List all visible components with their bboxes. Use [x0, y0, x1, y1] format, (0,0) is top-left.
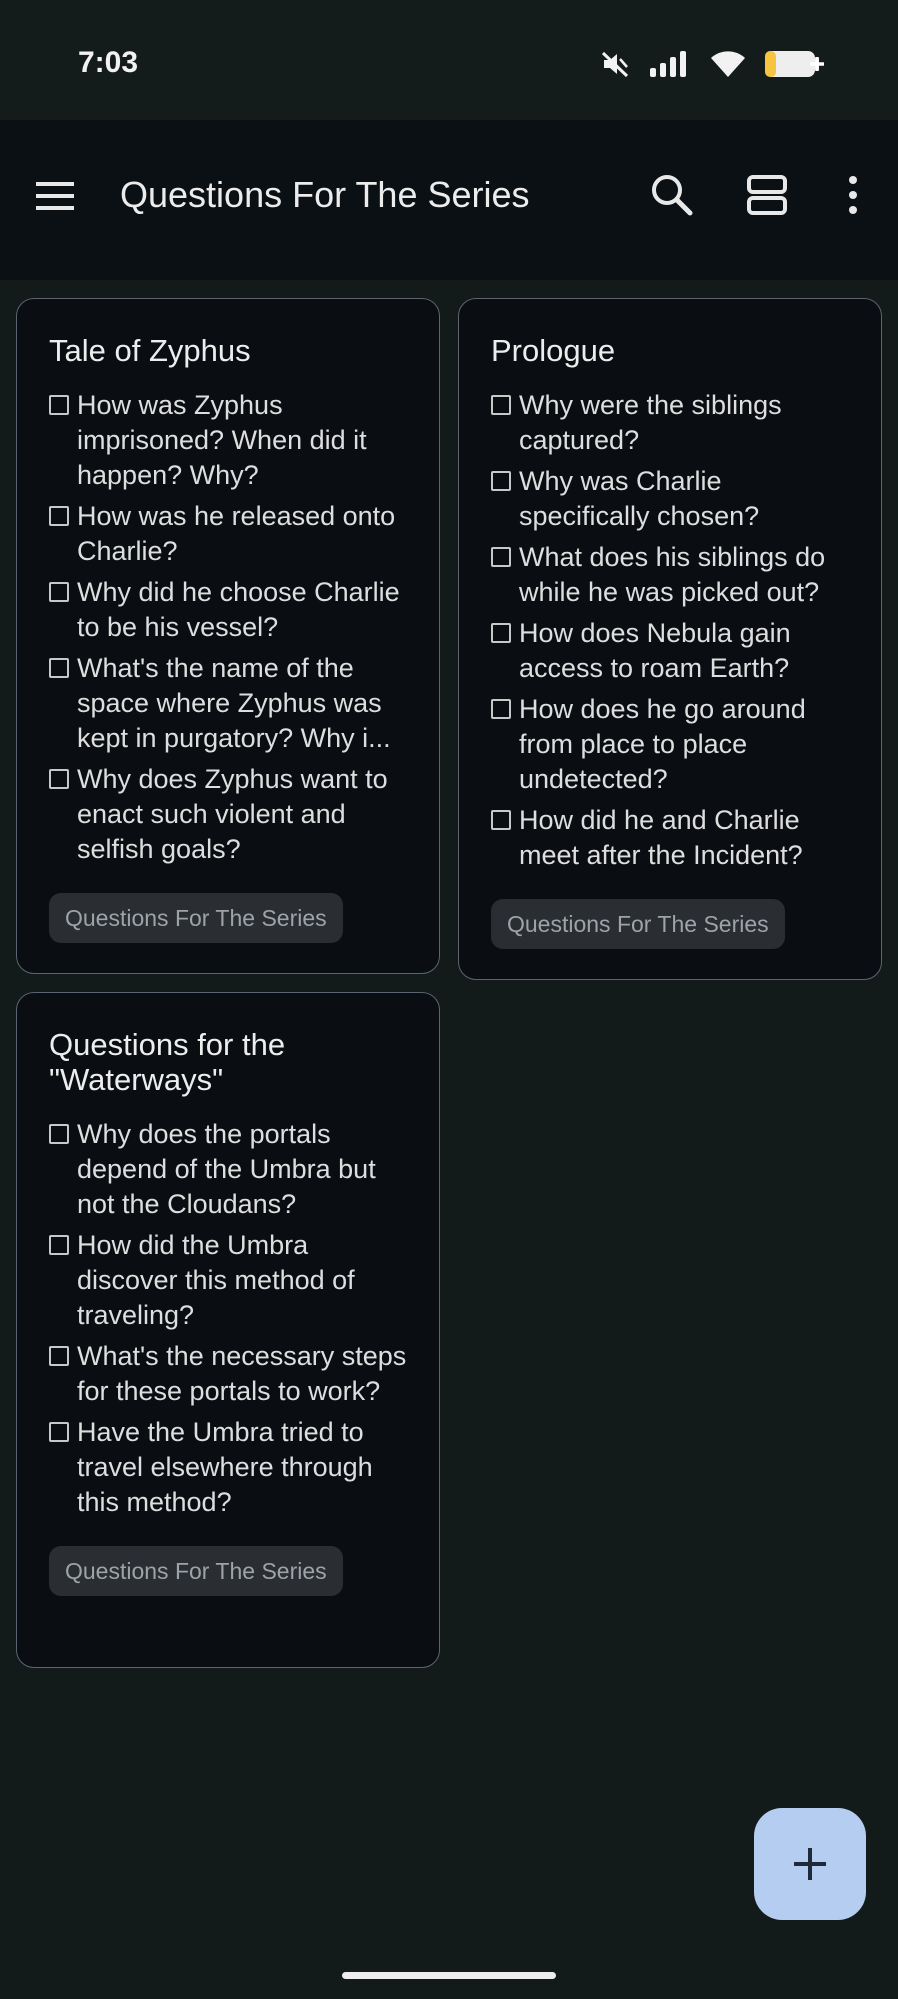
app-bar — [0, 120, 898, 280]
checkbox[interactable] — [49, 395, 69, 415]
note-card-prologue[interactable] — [458, 298, 882, 980]
checklist-item — [49, 762, 413, 867]
checklist-item-text: Why does the portals depend of the Umbra but not the Cloudans? — [77, 1119, 376, 1219]
checklist-item — [49, 575, 413, 645]
note-card-tale-of-zyphus[interactable] — [16, 298, 440, 974]
checklist-item-text: What's the name of the space where Zyphus was kept in purgatory? Why i... — [77, 653, 391, 753]
search-icon — [648, 170, 696, 220]
checklist-item — [49, 1117, 413, 1222]
checklist-item — [491, 388, 855, 458]
checklist-item — [491, 464, 855, 534]
page-title: Questions For The Series — [120, 174, 530, 215]
battery-charging-icon — [764, 49, 828, 79]
checklist-item-text: What does his siblings do while he was picked out? — [519, 542, 826, 607]
checkbox[interactable] — [49, 1235, 69, 1255]
grid-view-icon — [744, 170, 790, 220]
grid-view-button[interactable] — [744, 170, 790, 220]
search-button[interactable] — [648, 170, 696, 220]
label-chip[interactable]: Questions For The Series — [491, 899, 785, 949]
checklist-item — [49, 388, 413, 493]
status-time: 7:03 — [78, 46, 139, 79]
checklist-item-text: How was Zyphus imprisoned? When did it happen? Why? — [77, 390, 367, 490]
note-title: Questions for the "Waterways" — [49, 1027, 286, 1097]
checklist — [49, 388, 413, 867]
checklist-item — [491, 692, 855, 797]
checklist-item-text: How did the Umbra discover this method of traveling? — [77, 1230, 355, 1330]
label-chip[interactable]: Questions For The Series — [49, 893, 343, 943]
plus-icon — [754, 1808, 866, 1920]
checklist-item-text: Why did he choose Charlie to be his vessel? — [77, 577, 400, 642]
checkbox[interactable] — [491, 623, 511, 643]
checklist-item — [49, 1228, 413, 1333]
checklist-item-text: Why were the siblings captured? — [519, 390, 782, 455]
navigation-handle[interactable] — [342, 1972, 556, 1979]
signal-icon — [648, 50, 692, 78]
checklist — [491, 388, 855, 873]
checklist-item — [49, 1415, 413, 1520]
status-bar — [0, 0, 898, 120]
checklist-item-text: How does Nebula gain access to roam Earth? — [519, 618, 791, 683]
checklist-item-text: Have the Umbra tried to travel elsewhere through this method? — [77, 1417, 373, 1517]
checkbox[interactable] — [49, 769, 69, 789]
checklist-item-text: How did he and Charlie meet after the Incident? — [519, 805, 803, 870]
checklist-item — [49, 1339, 413, 1409]
more-options-button[interactable] — [838, 170, 868, 220]
checklist-item-text: What's the necessary steps for these portals to work? — [77, 1341, 407, 1406]
checkbox[interactable] — [491, 810, 511, 830]
note-title: Prologue — [491, 333, 616, 368]
mute-icon — [600, 49, 630, 79]
checkbox[interactable] — [491, 471, 511, 491]
label-chip[interactable]: Questions For The Series — [49, 1546, 343, 1596]
checklist-item-text: Why was Charlie specifically chosen? — [519, 466, 760, 531]
wifi-icon — [710, 49, 746, 79]
more-vert-icon — [838, 170, 868, 220]
checkbox[interactable] — [49, 1124, 69, 1144]
checklist-item-text: How does he go around from place to place undetected? — [519, 694, 806, 794]
checkbox[interactable] — [49, 582, 69, 602]
checklist-item — [49, 651, 413, 756]
new-note-button[interactable] — [754, 1808, 866, 1920]
checkbox[interactable] — [491, 547, 511, 567]
checklist-item — [491, 616, 855, 686]
checkbox[interactable] — [49, 1422, 69, 1442]
menu-icon — [30, 170, 82, 222]
checklist-item-text: How was he released onto Charlie? — [77, 501, 396, 566]
checklist — [49, 1117, 413, 1520]
checkbox[interactable] — [491, 395, 511, 415]
checkbox[interactable] — [491, 699, 511, 719]
note-card-waterways[interactable] — [16, 992, 440, 1668]
status-icons — [600, 46, 828, 82]
menu-button[interactable] — [30, 170, 82, 222]
checklist-item-text: Why does Zyphus want to enact such violent and selfish goals? — [77, 764, 388, 864]
note-title: Tale of Zyphus — [49, 333, 251, 368]
checklist-item — [49, 499, 413, 569]
checklist-item — [491, 540, 855, 610]
checkbox[interactable] — [49, 658, 69, 678]
checkbox[interactable] — [49, 1346, 69, 1366]
checkbox[interactable] — [49, 506, 69, 526]
checklist-item — [491, 803, 855, 873]
